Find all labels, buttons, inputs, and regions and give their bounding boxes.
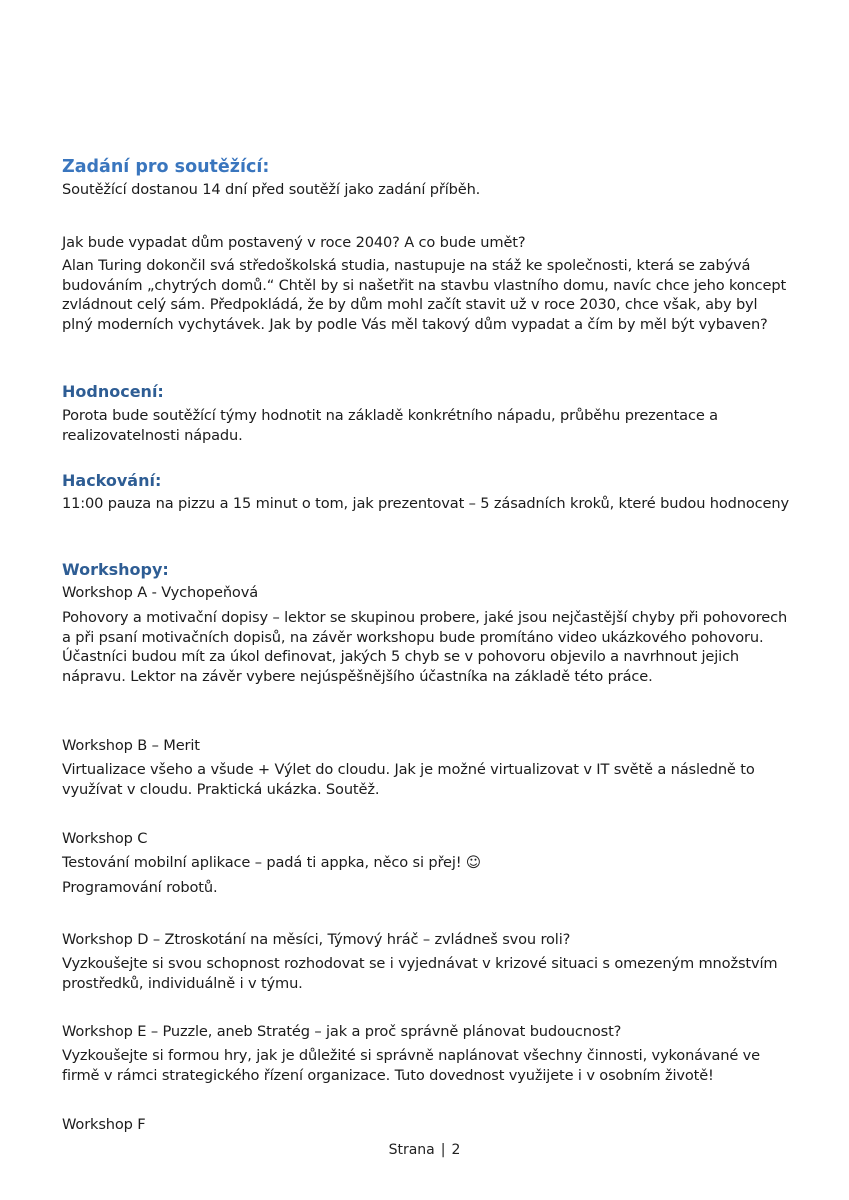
workshop-d-title: Workshop D – Ztroskotání na měsíci, Týmový hráč – zvládneš svou roli?	[62, 931, 571, 948]
zadani-story: Alan Turing dokončil svá středoškolská studia, nastupuje na stáž ke společnosti, která se zabývá budováním „chytrých domů.“ Chtěl by si našetřit na stavbu vlastního domu, navíc chce jeho koncept zvládnout celý sám. Předpokládá, že by dům mohl začít stavit už v roce 2030, chce však, aby byl plný moderních vychytávek. Jak by podle Vás měl takový dům vypadat a čím by měl být vybaven?	[62, 257, 787, 333]
workshop-c-text-2: Programování robotů.	[62, 879, 218, 896]
hackovani-heading: Hackování:	[62, 471, 162, 490]
workshop-e-text: Vyzkoušejte si formou hry, jak je důležité si správně naplánovat všechny činnosti, vykonávané ve firmě v rámci strategického řízení organizace. Tuto dovednost využijete i v osobním životě!	[62, 1047, 760, 1084]
workshop-b-title: Workshop B – Merit	[62, 737, 200, 754]
hodnoceni-text: Porota bude soutěžící týmy hodnotit na základě konkrétního nápadu, průběhu prezentace a realizovatelnosti nápadu.	[62, 407, 718, 444]
workshop-c-title: Workshop C	[62, 830, 148, 847]
page-footer	[0, 1141, 849, 1159]
zadani-question: Jak bude vypadat dům postavený v roce 2040? A co bude umět?	[62, 234, 526, 251]
workshop-a-title: Workshop A - Vychopeňová	[62, 584, 258, 601]
hodnoceni-heading: Hodnocení:	[62, 382, 164, 401]
workshop-c-text-1: Testování mobilní aplikace – padá ti appka, něco si přej! ☺	[62, 854, 481, 871]
zadani-intro: Soutěžící dostanou 14 dní před soutěží jako zadání příběh.	[62, 181, 481, 198]
page-number: 2	[451, 1142, 461, 1158]
workshop-f-title: Workshop F	[62, 1116, 146, 1133]
footer-label: Strana	[388, 1142, 435, 1158]
workshop-a-text: Pohovory a motivační dopisy – lektor se skupinou probere, jaké jsou nejčastější chyby při pohovorech a při psaní motivačních dopisů, na závěr workshopu bude promítáno video ukázkového pohovoru. Účastníci budou mít za úkol definovat, jakých 5 chyb se v pohovoru objevilo a navrhnout jejich nápravu. Lektor na závěr vybere nejúspěšnějšího účastníka na základě této práce.	[62, 609, 788, 685]
workshop-d-text: Vyzkoušejte si svou schopnost rozhodovat se i vyjednávat v krizové situaci s omezeným množstvím prostředků, individuálně i v týmu.	[62, 955, 778, 992]
workshopy-heading: Workshopy:	[62, 560, 169, 579]
zadani-heading: Zadání pro soutěžící:	[62, 157, 270, 177]
workshop-e-title: Workshop E – Puzzle, aneb Stratég – jak a proč správně plánovat budoucnost?	[62, 1023, 622, 1040]
workshop-b-text: Virtualizace všeho a všude + Výlet do cloudu. Jak je možné virtualizovat v IT světě a následně to využívat v cloudu. Praktická ukázka. Soutěž.	[62, 761, 755, 798]
hackovani-text: 11:00 pauza na pizzu a 15 minut o tom, jak prezentovat – 5 zásadních kroků, které budou hodnoceny	[62, 495, 789, 512]
footer-separator: |	[440, 1142, 446, 1158]
